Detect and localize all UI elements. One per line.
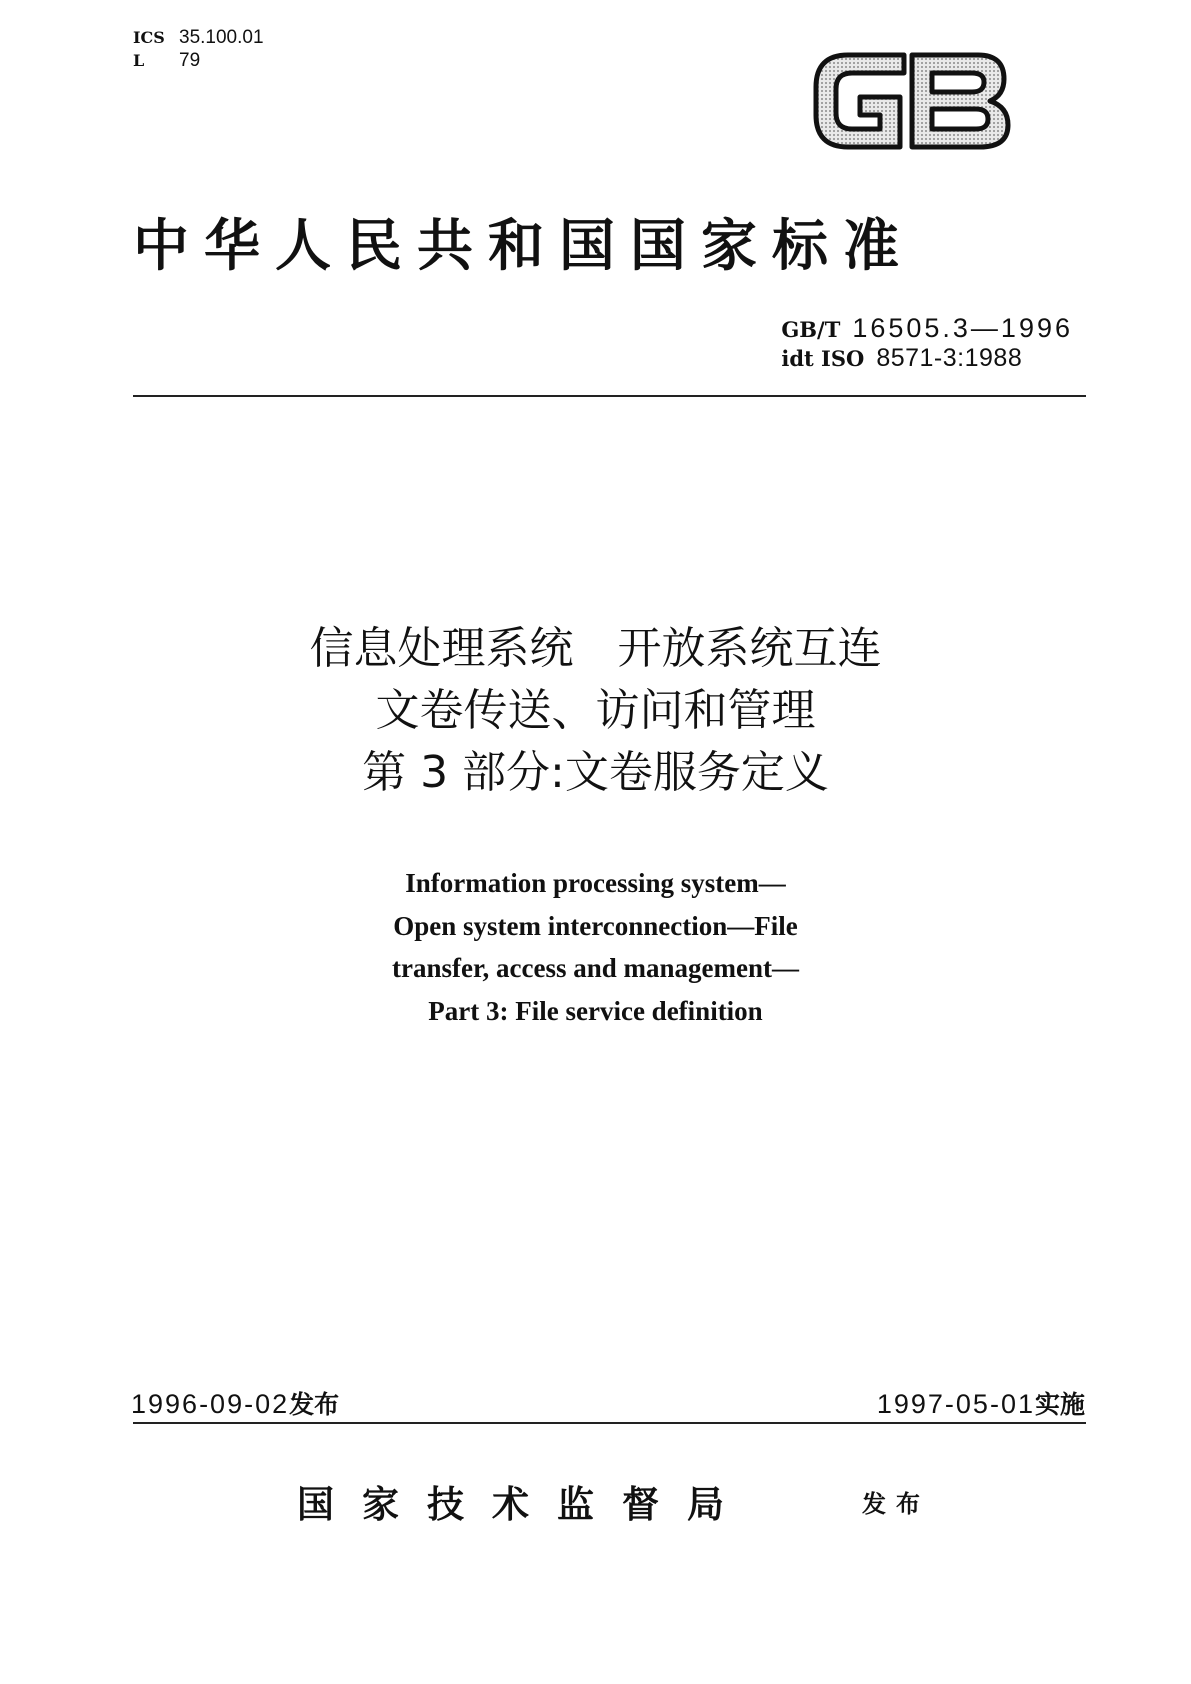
- title-english-line-4: Part 3: File service definition: [428, 995, 763, 1026]
- idt-label: idt ISO: [781, 346, 865, 371]
- title-english-line-1: Information processing system—: [405, 868, 786, 898]
- publish-date-word: 发布: [289, 1390, 340, 1419]
- publish-date: [131, 1385, 339, 1421]
- ccs-code: 79: [179, 50, 201, 71]
- idt-number: 8571-3:1988: [876, 344, 1023, 372]
- title-chinese: [0, 618, 1191, 804]
- bottom-divider: [133, 1422, 1086, 1424]
- national-standard-title: 中华人民共和国国家标准: [133, 213, 914, 279]
- effective-date-value: 1997-05-01: [876, 1389, 1035, 1419]
- title-english-line-3: transfer, access and management—: [392, 953, 799, 983]
- classification-codes: [133, 26, 264, 72]
- standard-number-row: [781, 313, 1073, 344]
- effective-date-word: 实施: [1034, 1390, 1085, 1419]
- ics-code: 35.100.01: [179, 27, 264, 48]
- gb-logo: [808, 45, 1014, 157]
- title-chinese-line-1: 信息处理系统 开放系统互连: [309, 623, 882, 674]
- title-chinese-line-2: 文卷传送、访问和管理: [375, 685, 816, 736]
- ics-label: ICS: [133, 28, 165, 47]
- ccs-label: L: [133, 51, 145, 70]
- ics-row: [133, 26, 264, 49]
- title-english-line-2: Open system interconnection—File: [393, 910, 798, 941]
- title-chinese-line-3: 第 3 部分:文卷服务定义: [362, 747, 829, 798]
- idt-row: [781, 344, 1073, 373]
- issue-action: 发布: [862, 1490, 930, 1518]
- title-english: [0, 862, 1191, 1032]
- ccs-row: [133, 49, 264, 72]
- issuing-authority: 国家技术监督局: [297, 1482, 752, 1526]
- publish-date-value: 1996-09-02: [131, 1389, 290, 1419]
- top-divider: [133, 395, 1086, 397]
- standard-number-block: [781, 313, 1073, 373]
- effective-date: [877, 1385, 1085, 1421]
- standard-number: 16505.3—1996: [852, 313, 1073, 343]
- standard-number-label: GB/T: [781, 317, 841, 342]
